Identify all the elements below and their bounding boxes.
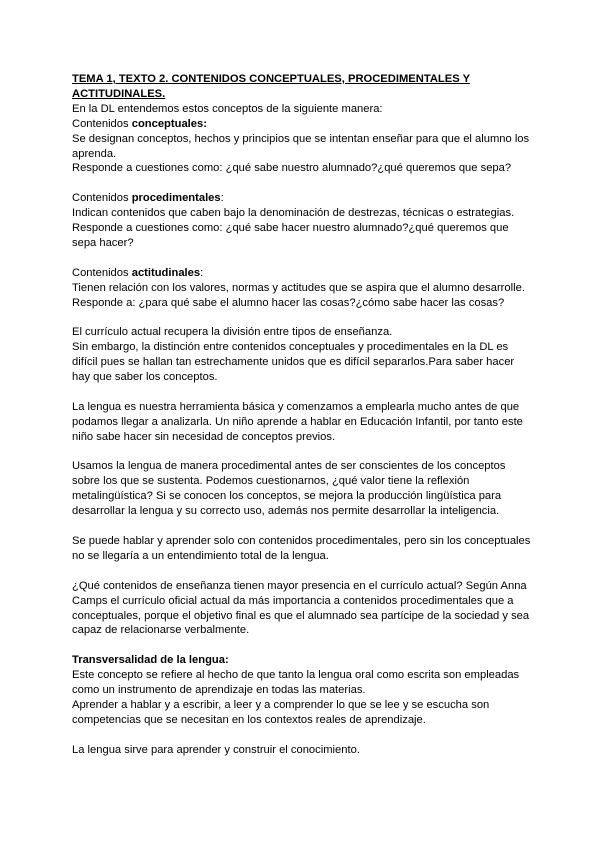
body-paragraph: Sin embargo, la distinción entre contenidos conceptuales y procedimentales en la DL es difícil pues se hallan tan estrechamente unidos que es difícil separarlos.Para saber hacer hay que saber los conceptos. (72, 341, 515, 384)
document-title: TEMA 1, TEXTO 2. CONTENIDOS CONCEPTUALES, PROCEDIMENTALES Y ACTITUDINALES. (72, 73, 471, 100)
conceptual-prefix: Contenidos (72, 117, 132, 130)
body-paragraph: Usamos la lengua de manera procedimental antes de ser conscientes de los conceptos sobre los que se sustenta. Podemos cuestionarnos, ¿qué valor tiene la reflexión metalingüística? Si se conocen los conceptos, se mejora la producción lingüística para desarrollar la lengua y su correcto uso, además nos permite desarrollar la inteligencia. (72, 460, 506, 518)
body-paragraph: La lengua es nuestra herramienta básica y comenzamos a emplearla mucho antes de que podamos llegar a analizarla. Un niño aprende a hablar en Educación Infantil, por tanto este niño sabe hacer sin necesidad de conceptos previos. (72, 400, 523, 443)
transversality-definition: Este concepto se refiere al hecho de que tanto la lengua oral como escrita son empleadas como un instrumento de aprendizaje en todas las materias. (72, 669, 520, 697)
document-page (72, 72, 532, 758)
spacer (72, 564, 532, 579)
spacer (72, 728, 532, 743)
conceptual-heading (72, 117, 532, 132)
spacer (72, 176, 532, 191)
spacer (72, 638, 532, 653)
body-paragraph: El currículo actual recupera la división entre tipos de enseñanza. (72, 326, 393, 339)
procedural-prefix: Contenidos (72, 192, 132, 205)
spacer (72, 445, 532, 460)
conceptual-term: conceptuales: (131, 117, 207, 130)
conceptual-question: Responde a cuestiones como: ¿qué sabe nuestro alumnado?¿qué queremos que sepa? (72, 162, 512, 175)
attitudinal-heading (72, 266, 532, 281)
attitudinal-prefix: Contenidos (72, 266, 132, 279)
closing-sentence: La lengua sirve para aprender y construir el conocimiento. (72, 743, 360, 756)
procedural-definition: Indican contenidos que caben bajo la denominación de destrezas, técnicas o estrategias. (72, 207, 515, 220)
body-paragraph: Se puede hablar y aprender solo con contenidos procedimentales, pero sin los conceptuales no se llegaría a un entendimiento total de la lengua. (72, 535, 531, 562)
attitudinal-term: actitudinales (131, 266, 201, 279)
spacer (72, 385, 532, 400)
procedural-suffix: : (220, 192, 224, 205)
spacer (72, 519, 532, 534)
conceptual-definition: Se designan conceptos, hechos y principios que se intentan enseñar para que el alumno los aprenda. (72, 132, 530, 160)
attitudinal-definition: Tienen relación con los valores, normas y actitudes que se aspira que el alumno desarrolle. (72, 281, 525, 294)
spacer (72, 310, 532, 325)
spacer (72, 251, 532, 266)
attitudinal-suffix: : (200, 266, 204, 279)
transversality-heading: Transversalidad de la lengua: (72, 654, 229, 667)
procedural-term: procedimentales (131, 192, 221, 205)
procedural-question: Responde a cuestiones como: ¿qué sabe hacer nuestro alumnado?¿qué queremos que sepa hacer? (72, 222, 509, 249)
attitudinal-question: Responde a: ¿para qué sabe el alumno hacer las cosas?¿cómo sabe hacer las cosas? (72, 296, 505, 309)
body-paragraph: ¿Qué contenidos de enseñanza tienen mayor presencia en el currículo actual? Según Anna Camps el currículo oficial actual da más importancia a contenidos procedimentales que a conceptuales, porque el objetivo final es que el alumnado sea partícipe de la sociedad y sea capaz de relacionarse verbalmente. (72, 579, 530, 637)
transversality-competencies: Aprender a hablar y a escribir, a leer y a comprender lo que se lee y se escucha son competencias que se necesitan en los contextos reales de aprendizaje. (72, 698, 490, 726)
intro-text: En la DL entendemos estos conceptos de la siguiente manera: (72, 102, 383, 115)
procedural-heading (72, 191, 532, 206)
